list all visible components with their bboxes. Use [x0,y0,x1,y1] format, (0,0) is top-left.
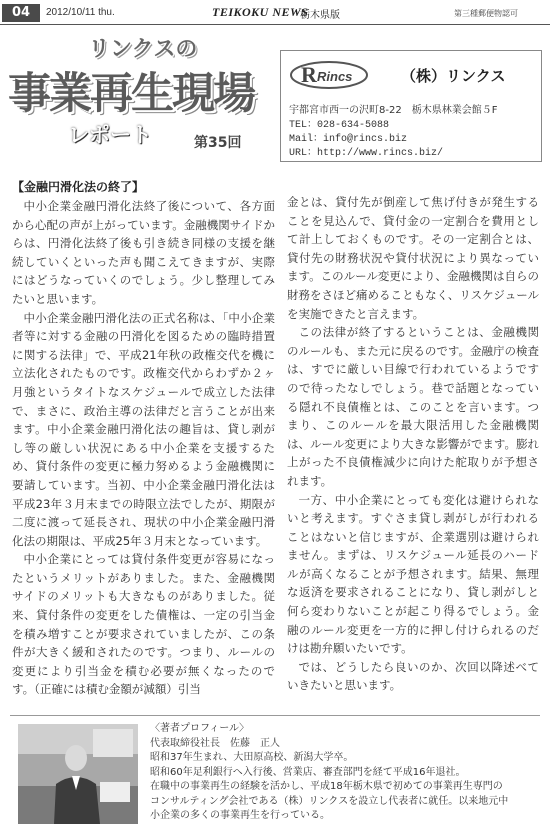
mail-class-label: 第三種郵便物認可 [454,9,518,18]
author-bio [150,722,540,824]
page-header [0,0,550,26]
company-address: 宇都宮市西一の沢町8-22 栃木県林業会館５F [289,105,498,116]
issue-date: 2012/10/11 thu. [46,7,115,18]
edition-label: 栃木県版 [300,10,340,21]
bio-line: 在職中の事業再生の経験を活かし、平成18年栃木県で初めての事業再生専門の [150,781,503,792]
paragraph: 金とは、貸付先が倒産して焦げ付きが発生することを見込んで、貸付金の一定割合を費用として計上しておくものです。その一定割合とは、貸付先の財務状況や貸付状況により異なっています。このルール変更により、金融機関は自らの財務をさほど痛めることもなく、リスケジュールを実施できたと言えます。 [287,195,539,321]
newspaper-name: TEIKOKU NEWS [212,5,309,19]
paragraph: この法律が終了するということは、金融機関のルールも、また元に戻るのです。金融庁の検査は、すでに厳しい目線で行われているようですので待ったなしでしょう。巷で話題となっている隠れ不良債権とは、このことを言います。つまり、このルールを最大限活用した金融機関は、ルール変更により大きな影響がでます。膨れ上がった不良債権減少に向けた舵取りが予想されます。 [287,325,539,488]
header-divider [0,24,550,25]
title-line-3: レポート [68,123,152,147]
bio-heading: 〈著者プロフィール〉 [150,723,249,734]
title-line-1: リンクスの [88,37,198,62]
company-info-box [280,50,542,162]
paragraph: では、どうしたら良いのか、次回以降述べていきたいと思います。 [287,659,539,693]
company-mail: Mail：info@rincs.biz [289,134,408,145]
issue-number: 第35回 [194,135,242,151]
series-title [8,32,278,167]
paragraph: 中小企業金融円滑化法の正式名称は、「中小企業者等に対する金融の円滑化を図るための臨時措置に関する法律」で、平成21年秋の政権交代を機に立法化されたものです。政権交代からわずか２ヶ月強というタイトなスケジュールで成立した法律で、まさに、政治主導の法律だと言うことが出来ます。中小企業金融円滑化法の趣旨は、貸し剥がし等の厳しい状況にある中小企業を支援するため、貸付条件の変更に極力努めるよう金融機関に要請しています。当初、中小企業金融円滑化法は平成23年３月末までの時限立法でしたが、期限が二度に渡って延長され、現状の中小企業金融円滑化法の期限は、平成25年３月末となっています。 [12,310,275,548]
svg-text:Rincs: Rincs [317,69,353,84]
company-url: URL：http://www.rincs.biz/ [289,148,444,159]
paragraph: 中小企業にとっては貸付条件変更が容易になったというメリットがありました。また、金融機関サイドのメリットも大きなものがありました。従来、貸付条件の変更をした債権は、一定の引当金を積み増すことが要求されていましたが、この条件が大きく緩和されたのです。つまり、ルールの変更により引当金を積む必要が無くなったのです。（正確には積む金額が減額）引当 [12,552,275,697]
article-column-1 [12,178,275,699]
bio-line: 昭和60年足利銀行へ入行後、営業店、審査部門を経て平成16年退社。 [150,766,466,778]
page-number: 04 [2,4,40,22]
bio-line: 昭和37年生まれ、大田原高校、新潟大学卒。 [150,752,354,763]
article-column-2 [287,193,539,695]
article-heading: 【金融円滑化法の終了】 [12,180,145,194]
bio-line: 代表取締役社長 佐藤 正人 [150,737,280,749]
company-tel: TEL：028-634-5088 [289,120,390,131]
author-photo [18,724,138,824]
svg-text:R: R [301,62,317,87]
paragraph: 一方、中小企業にとっても変化は避けられないと考えます。すぐさま貸し剥がしが行われることはないと信じますが、企業選別は避けられません。まずは、リスケジュール延長のハードルが高くなることが予想されます。結果、無理な返済を要求されることになり、貸し剥がしと何ら変わりないことが起こり得るでしょう。金融のルール変更を一方的に押し付けられるのだけは勘弁願いたいです。 [287,492,539,656]
bio-line: 小企業の多くの事業再生を行っている。 [150,810,330,821]
author-profile [10,715,540,831]
rincs-logo [289,59,389,91]
company-name: （株）リンクス [401,67,506,85]
title-line-2: 事業再生現場 [8,69,254,119]
bio-line: コンサルティング会社である（株）リンクスを設立し代表者に就任。以来地元中 [150,795,509,807]
paragraph: 中小企業金融円滑化法終了後について、各方面から心配の声が上がっています。金融機関サイドからは、円滑化法終了後も引き続き同様の支援を継続していくといった声も聞こえてきますが、実際にはどうなっていくのでしょう。少し整理してみたいと思います。 [12,199,275,306]
